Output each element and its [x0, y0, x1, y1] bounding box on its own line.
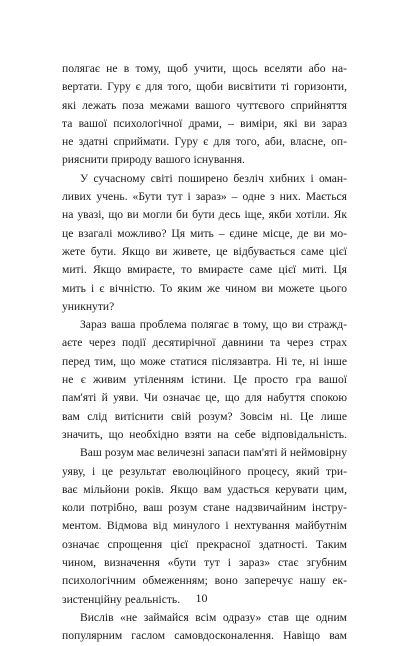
text-line: Вислів «не займайся всім одразу» став ще одним	[80, 610, 347, 624]
text-line: рияснити природу вашого існування.	[62, 153, 245, 167]
text-line: аєте через події десятирічної давнини та через страх	[62, 336, 347, 350]
text-line: пам'яті й уяви. Чи означає це, що для набуття спокою	[62, 391, 347, 405]
text-line: полягає не в тому, щоб учити, щось вселяти або на-	[62, 62, 347, 75]
text-line: миті. Якщо вмираєте, то вмираєте саме цієї миті. Ця	[62, 263, 347, 277]
text-line: це взагалі можливо? Ця мить – єдине місце, де ви мо-	[62, 226, 347, 240]
text-line: чином, визначення «бути тут і зараз» стає згубним	[62, 556, 347, 570]
text-line: перед тим, що може статися післязавтра. Ні те, ні інше	[62, 354, 347, 368]
text-line: уникнути?	[62, 299, 115, 313]
text-line: значить, що необхідно взяти на себе відповідальність.	[62, 427, 347, 441]
text-line: жете бути. Якщо ви живете, це відбувається саме цієї	[62, 244, 347, 258]
text-line: У сучасному світі поширено безліч хибних і оман-	[80, 171, 347, 185]
text-line: на увазі, що ви могли би бути десь іще, якби хотіли. Як	[62, 208, 347, 222]
text-line: ливих учень. «Бути тут і зараз» – одне з них. Мається	[62, 190, 347, 204]
text-line: психологічним обмеженням; воно заперечує нашу ек-	[62, 574, 347, 588]
text-line: ває мільйони років. Якщо вам удасться керувати цим,	[62, 482, 347, 496]
text-line: уяву, і це результат еволюційного процесу, який три-	[62, 464, 347, 478]
text-line: Ваш розум має величезні запаси пам'яті й неймовірну	[80, 446, 347, 460]
text-line: мить і є вічністю. То яким же чином ви можете цього	[62, 281, 347, 295]
text-line: Зараз ваша проблема полягає в тому, що ви стражд-	[80, 318, 347, 332]
page-number: 10	[195, 591, 208, 605]
text-line: не здатні сприймати. Гуру є для того, аби, власне, оп-	[62, 135, 347, 149]
text-line: зистенційну реальність.	[62, 592, 181, 606]
text-line: коли потрібно, ваш розум стане надзвичайним інстру-	[62, 501, 347, 515]
text-line: та вашої психологічної драми, – виміри, які ви зараз	[62, 116, 347, 130]
text-line: ментом. Відмова від минулого і нехтування майбутнім	[62, 519, 347, 533]
text-line: вертати. Гуру є для того, щоби висвітити ті горизонти,	[62, 80, 347, 94]
text-line: не є живим утіленням істини. Це просто гра вашої	[62, 373, 347, 387]
text-line: які лежать поза межами вашого чуттєвого сприйняття	[62, 98, 347, 112]
text-line: означає спрощення цієї прекрасної здатності. Таким	[62, 537, 347, 551]
text-line: популярним гаслом самовдосконалення. Навіщо вам	[62, 629, 347, 643]
body-text	[62, 60, 347, 646]
text-line: вам слід витіснити свій розум? Зовсім ні. Це лише	[62, 409, 347, 423]
